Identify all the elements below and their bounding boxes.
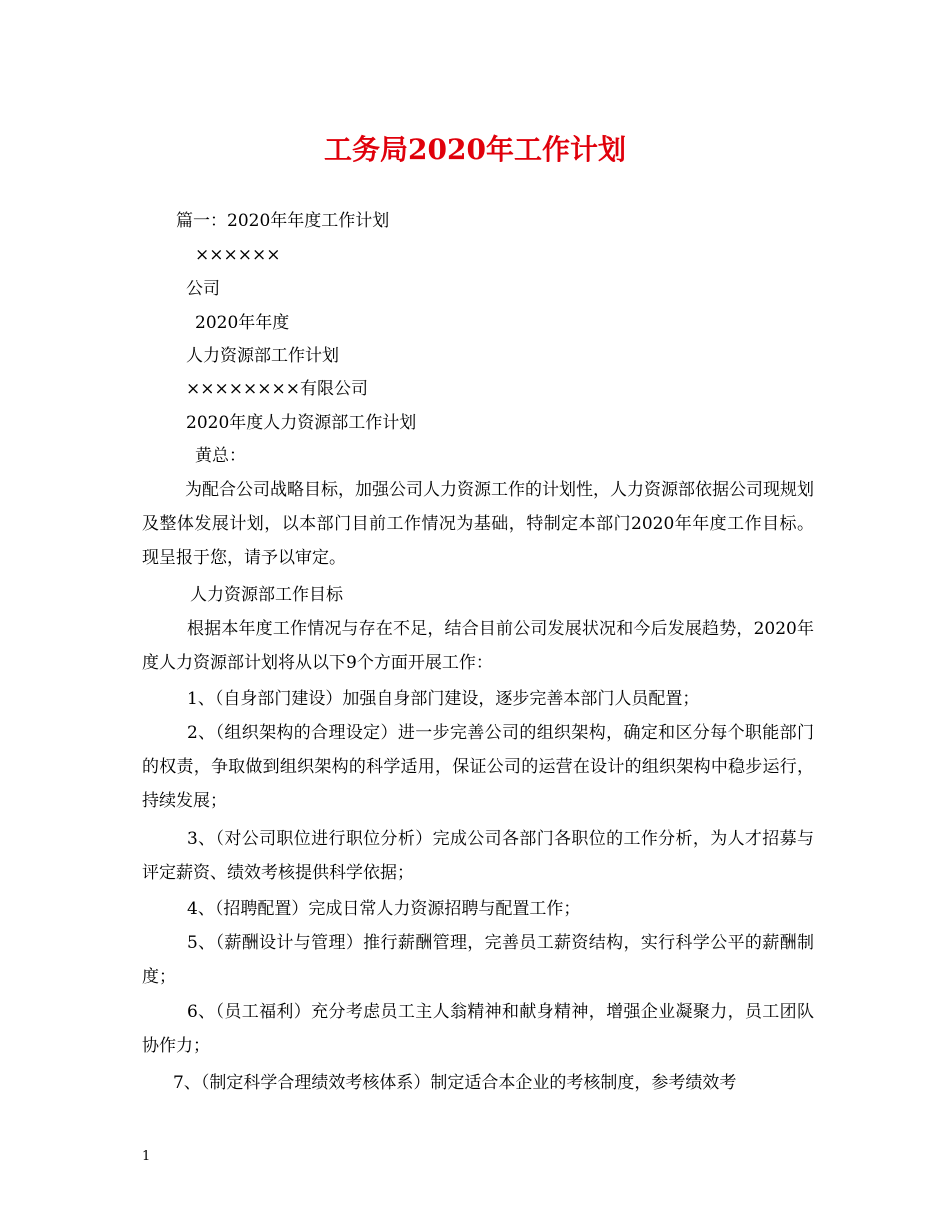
text-line: ××××××××有限公司: [186, 379, 368, 399]
text-line: 人力资源部工作计划: [186, 346, 339, 366]
text-line: 2020年度人力资源部工作计划: [186, 413, 417, 433]
text-line: 篇一：2020年年度工作计划: [176, 211, 390, 231]
document-title: 工务局2020年工作计划: [324, 133, 626, 166]
list-item: 4、（招聘配置）完成日常人力资源招聘与配置工作；: [187, 899, 581, 919]
text-line: 公司: [186, 279, 220, 299]
page-number: 1: [142, 1149, 151, 1164]
paragraph: 根据本年度工作情况与存在不足，结合目前公司发展状况和今后发展趋势，2020年度人力资源部计划将从以下9个方面开展工作：: [142, 619, 814, 673]
list-item: 2、（组织架构的合理设定）进一步完善公司的组织架构，确定和区分每个职能部门的权责，争取做到组织架构的科学适用，保证公司的运营在设计的组织架构中稳步运行，持续发展；: [142, 723, 814, 811]
list-item: 7、（制定科学合理绩效考核体系）制定适合本企业的考核制度，参考绩效考: [173, 1073, 737, 1093]
paragraph: 为配合公司战略目标，加强公司人力资源工作的计划性，人力资源部依据公司现规划及整体发展计划，以本部门目前工作情况为基础，特制定本部门2020年年度工作目标。现呈报于您，请予以审定。: [142, 480, 814, 568]
list-item: 1、（自身部门建设）加强自身部门建设，逐步完善本部门人员配置；: [187, 689, 700, 709]
list-item: 6、（员工福利）充分考虑员工主人翁精神和献身精神，增强企业凝聚力，员工团队协作力；: [142, 1002, 814, 1056]
text-line: 2020年年度: [195, 313, 290, 333]
list-item: 5、（薪酬设计与管理）推行薪酬管理，完善员工薪资结构，实行科学公平的薪酬制度；: [142, 933, 814, 987]
text-line: 黄总：: [195, 446, 246, 466]
text-line: ××××××: [195, 245, 281, 265]
section-heading: 人力资源部工作目标: [190, 585, 343, 605]
list-item: 3、（对公司职位进行职位分析）完成公司各部门各职位的工作分析，为人才招募与评定薪资、绩效考核提供科学依据；: [142, 829, 814, 883]
